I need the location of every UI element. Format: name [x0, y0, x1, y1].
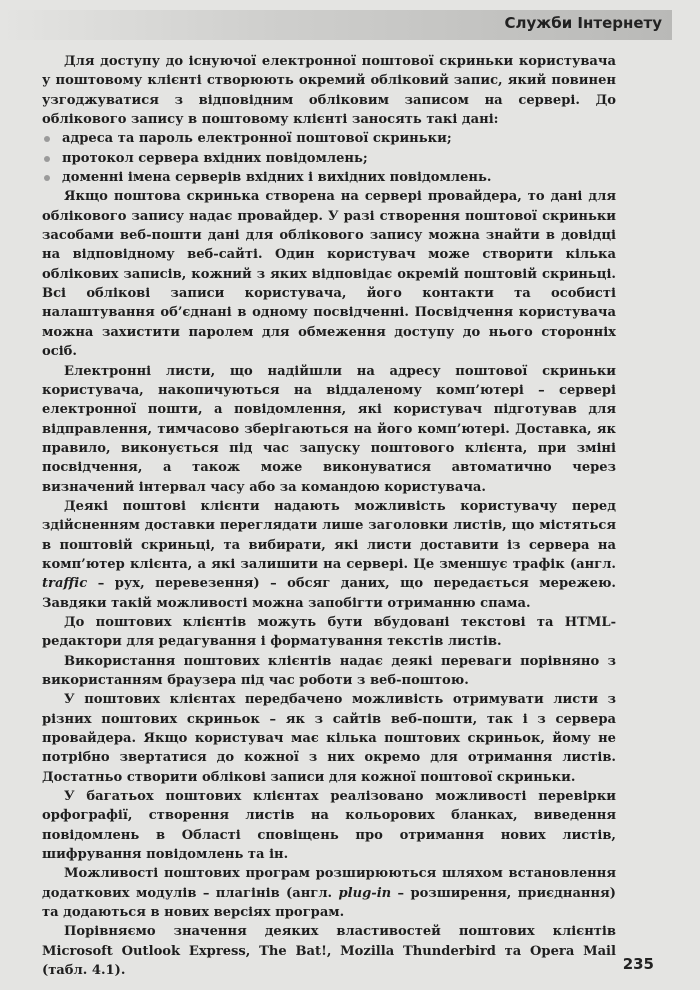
- paragraph-10: Порівняємо значення деяких властивостей поштових клієнтів Microsoft Outlook Express, The Bat!, Mozilla Thunderbird та Opera Mail (табл. 4.1).: [42, 924, 617, 979]
- foreign-term-plugin: plug-in: [338, 885, 392, 901]
- paragraph-2: Якщо поштова скринька створена на сервері провайдера, то дані для облікового запису надає провайдер. У разі створення поштової скриньки засобами веб-пошти дані для облікового запису можна знайти в довідці на відповідному веб-сайті. Один користувач може створити кілька облікових записів, кожний з яких відповідає окремій поштовій скриньці. Всі облікові записи користувача, його контакти та особисті налаштування об’єднані в одному посвідченні. Посвідчення користувача можна захистити паролем для обмеження доступу до нього сторонніх осіб.: [42, 189, 616, 360]
- paragraph-4: Деякі поштові клієнти надають можливість користувачу перед здійсненням доставки переглядати лише заголовки листів, що містяться в поштовій скриньці, та вибирати, які листи доставити із сервера на комп’ютер клієнта, а які залишити на сервері. Це зменшує трафік (англ. traffic – рух, перевезення) – обсяг даних, що передається мережею. Завдяки такій можливості можна запобігти отриманню спама.: [42, 498, 616, 611]
- term-plugins: плагінів: [215, 885, 280, 901]
- list-item: протокол сервера вхідних повідомлень;: [42, 149, 616, 168]
- client-name-opera: Opera Mail: [530, 943, 617, 959]
- term-notification-area: Області сповіщень: [181, 827, 339, 843]
- paragraph-8: У багатьох поштових клієнтах реалізовано можливості перевірки орфографії, створення листів на кольорових бланках, виведення повідомлень в Області сповіщень про отримання нових листів, шифрування повідомлень та ін.: [42, 789, 616, 863]
- list-item: адреса та пароль електронної поштової скриньки;: [42, 129, 616, 148]
- client-names: Microsoft Outlook Express, The Bat!, Mozilla Thunderbird: [42, 943, 496, 959]
- account-data-list: [42, 129, 616, 187]
- paragraph-3: Електронні листи, що надійшли на адресу поштової скриньки користувача, накопичуються на віддаленому комп’ютері – сервері електронної пошти, а повідомлення, які користувач підготував для відправлення, тимчасово зберігаються на його комп’ютері. Доставка, як правило, виконується під час запуску поштового клієнта, при зміні посвідчення, а також може виконуватися автоматично через визначений інтервал часу або за командою користувача.: [42, 363, 616, 495]
- paragraph-5: До поштових клієнтів можуть бути вбудовані текстові та HTML-редактори для редагування і форматування текстів листів.: [42, 614, 616, 650]
- running-header-title: Служби Інтернету: [504, 14, 662, 32]
- term-traffic: трафік: [512, 556, 565, 572]
- foreign-term-traffic: traffic: [42, 576, 88, 592]
- paragraph-7: У поштових клієнтах передбачено можливість отримувати листи з різних поштових скриньок – як з сайтів веб-пошти, так і з сервера провайдера. Якщо користувач має кілька поштових скриньок, йому не потрібно звертатися до кожної з них окремо для отримання листів. Достатньо створити облікові записи для кожної поштової скриньки.: [42, 692, 616, 785]
- paragraph-9: Можливості поштових програм розширюються шляхом встановлення додаткових модулів – плагінів (англ. plug-in – розширення, приєднання) та додаються в нових версіях програм.: [42, 866, 616, 921]
- list-item: доменні імена серверів вхідних і вихідних повідомлень.: [42, 168, 616, 187]
- paragraph-6: Використання поштових клієнтів надає деякі переваги порівняно з використанням браузера під час роботи з веб-поштою.: [42, 653, 616, 688]
- term-identity: посвідченні: [313, 305, 405, 321]
- paragraph-1: Для доступу до існуючої електронної поштової скриньки користувача у поштовому клієнті створюють окремий обліковий запис, який повинен узгоджуватися з відповідним обліковим записом на сервері. До облікового запису в поштовому клієнті заносять такі дані:: [42, 54, 616, 128]
- page-number: 235: [622, 955, 654, 973]
- page-body: [42, 52, 616, 981]
